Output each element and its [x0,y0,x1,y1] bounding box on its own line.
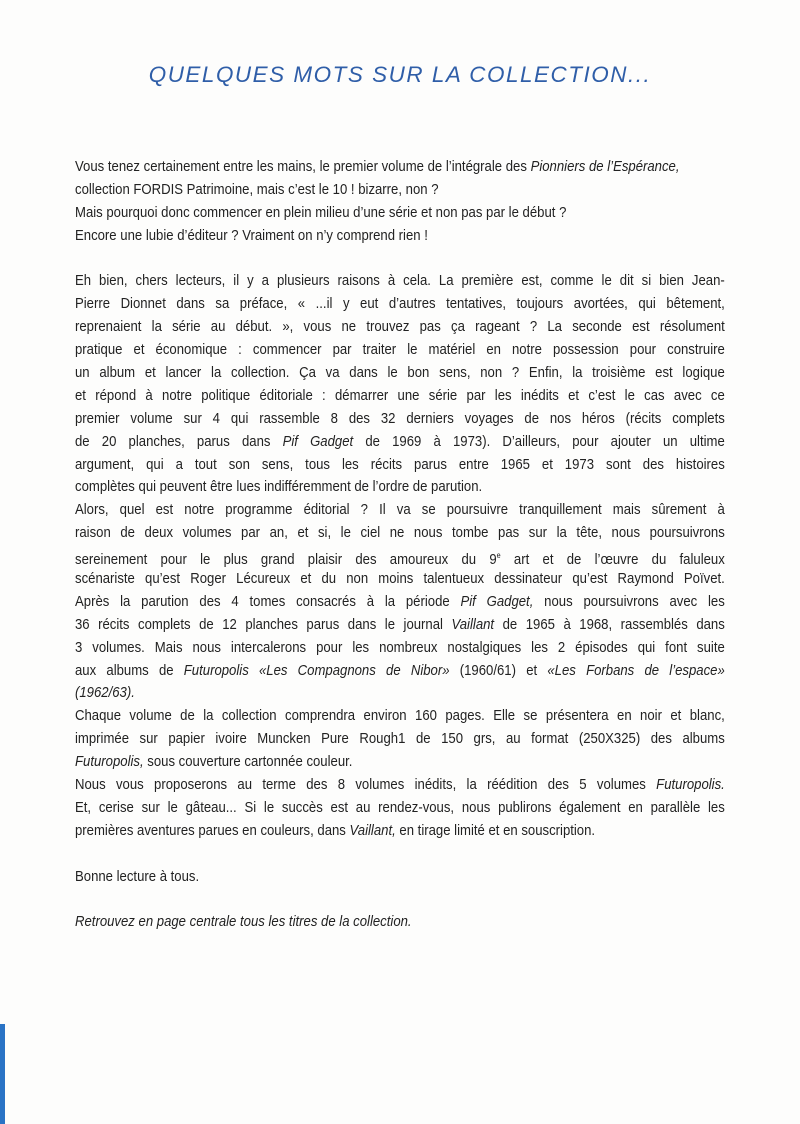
paragraph-gap [75,248,725,271]
text-span: aux albums de [75,662,184,679]
text-span: premières aventures parues en couleurs, dans [75,822,350,839]
text-span: de 20 planches, parus dans [75,433,283,450]
text-line [75,820,725,843]
text-line: pratique et économique : commencer par traiter le matériel en notre possession pour construire [75,342,725,359]
text-span: sereinement pour le plus grand plaisir des amoureux du 9 [75,552,497,568]
text-line: (1962/63). [75,685,135,702]
text-span: Vous tenez certainement entre les mains, le premier volume de l’intégrale des [75,159,531,175]
text-span: de 1965 à 1968, rassemblés dans [494,616,725,633]
text-line: raison de deux volumes par an, et si, le ciel ne nous tombe pas sur la tête, nous poursuivrons [75,525,725,542]
text-line: complètes qui peuvent être lues indifféremment de l’ordre de parution. [75,479,483,496]
text-span: en tirage limité et en souscription. [395,822,596,839]
text-line: scénariste qu’est Roger Lécureux et du non moins talentueux dessinateur qu’est Raymond Poïvet. [75,571,725,588]
text-line: collection FORDIS Patrimoine, mais c’est le 10 ! bizarre, non ? [75,181,439,198]
page-edge-bar [0,1024,5,1124]
text-line [75,431,725,454]
superscript: e [496,551,501,561]
paragraph-format [75,705,725,774]
paragraph-program [75,499,725,705]
text-span: Nous vous proposerons au terme des 8 volumes inédits, la réédition des 5 volumes [75,777,657,794]
series-title: Pionniers de l’Espérance, [530,159,680,175]
paragraph-future [75,774,725,843]
text-line: imprimée sur papier ivoire Muncken Pure Rough1 de 150 grs, au format (250X325) des albums [75,731,725,748]
text-line [75,591,725,614]
text-span: nous poursuivrons avec les [533,593,725,610]
text-line: 3 volumes. Mais nous intercalerons pour les nombreux nostalgiques les 2 épisodes qui font suite [75,639,725,656]
magazine-title: Vaillant [451,616,495,633]
text-span: art et de l’œuvre du faluleux [500,552,725,568]
magazine-title: Pif Gadget, [460,593,534,610]
paragraph-reasons [75,270,725,499]
page-title: QUELQUES MOTS SUR LA COLLECTION... [148,62,652,87]
publisher-name: Futuropolis, [75,754,144,771]
text-line: Et, cerise sur le gâteau... Si le succès est au rendez-vous, nous publirons également en parallèle les [75,799,725,816]
paragraph-gap [75,843,725,866]
text-span: Après la parution des 4 tomes consacrés à la période [75,593,461,610]
text-line [75,660,725,683]
album-title: «Les Forbans de l’espace» [547,662,725,679]
publisher-name: Futuropolis. [656,777,725,794]
text-span: de 1969 à 1973). D’ailleurs, pour ajouter un ultime [353,433,725,450]
magazine-title: Vaillant, [349,822,396,839]
text-line [75,545,725,568]
text-span: 36 récits complets de 12 planches parus dans le journal [75,616,452,633]
text-line: Mais pourquoi donc commencer en plein milieu d’une série et non pas par le début ? [75,204,567,221]
text-line: Alors, quel est notre programme éditorial ? Il va se poursuivre tranquillement mais sûrement à [75,502,725,519]
text-line: Encore une lubie d’éditeur ? Vraiment on n’y comprend rien ! [75,227,428,244]
text-line: Pierre Dionnet dans sa préface, « ...il y eut d’autres tentatives, toujours avortées, qui bêtement, [75,296,725,313]
text-line: Chaque volume de la collection comprendra environ 160 pages. Elle se présentera en noir et blanc, [75,708,725,725]
text-line [75,614,725,637]
text-line: reprenaient la série au début. », vous ne trouvez pas ça rageant ? La seconde est résolument [75,319,725,336]
article-body [75,156,725,934]
text-span: sous couverture cartonnée couleur. [143,754,353,771]
closing-line: Bonne lecture à tous. [75,868,200,885]
text-line: argument, qui a tout son sens, tous les récits parus entre 1965 et 1973 sont des histoires [75,456,725,473]
text-line [75,774,725,797]
footer-note: Retrouvez en page centrale tous les titres de la collection. [75,914,412,931]
paragraph-gap [75,889,725,912]
text-span: (1960/61) et [449,662,548,679]
text-line: Eh bien, chers lecteurs, il y a plusieurs raisons à cela. La première est, comme le dit si bien Jean- [75,273,725,290]
text-line [75,751,725,774]
magazine-title: Pif Gadget [282,433,354,450]
text-line: premier volume sur 4 qui rassemble 8 des 32 derniers voyages de nos héros (récits complets [75,410,725,427]
text-line: et répond à notre politique éditoriale : démarrer une série par les inédits et c’est le cas avec ce [75,387,725,404]
text-line: un album et lancer la collection. Ça va dans le bon sens, non ? Enfin, la troisième est logique [75,365,725,382]
text-line [75,156,725,179]
paragraph-intro [75,156,725,248]
album-title: Futuropolis «Les Compagnons de Nibor» [183,662,450,679]
